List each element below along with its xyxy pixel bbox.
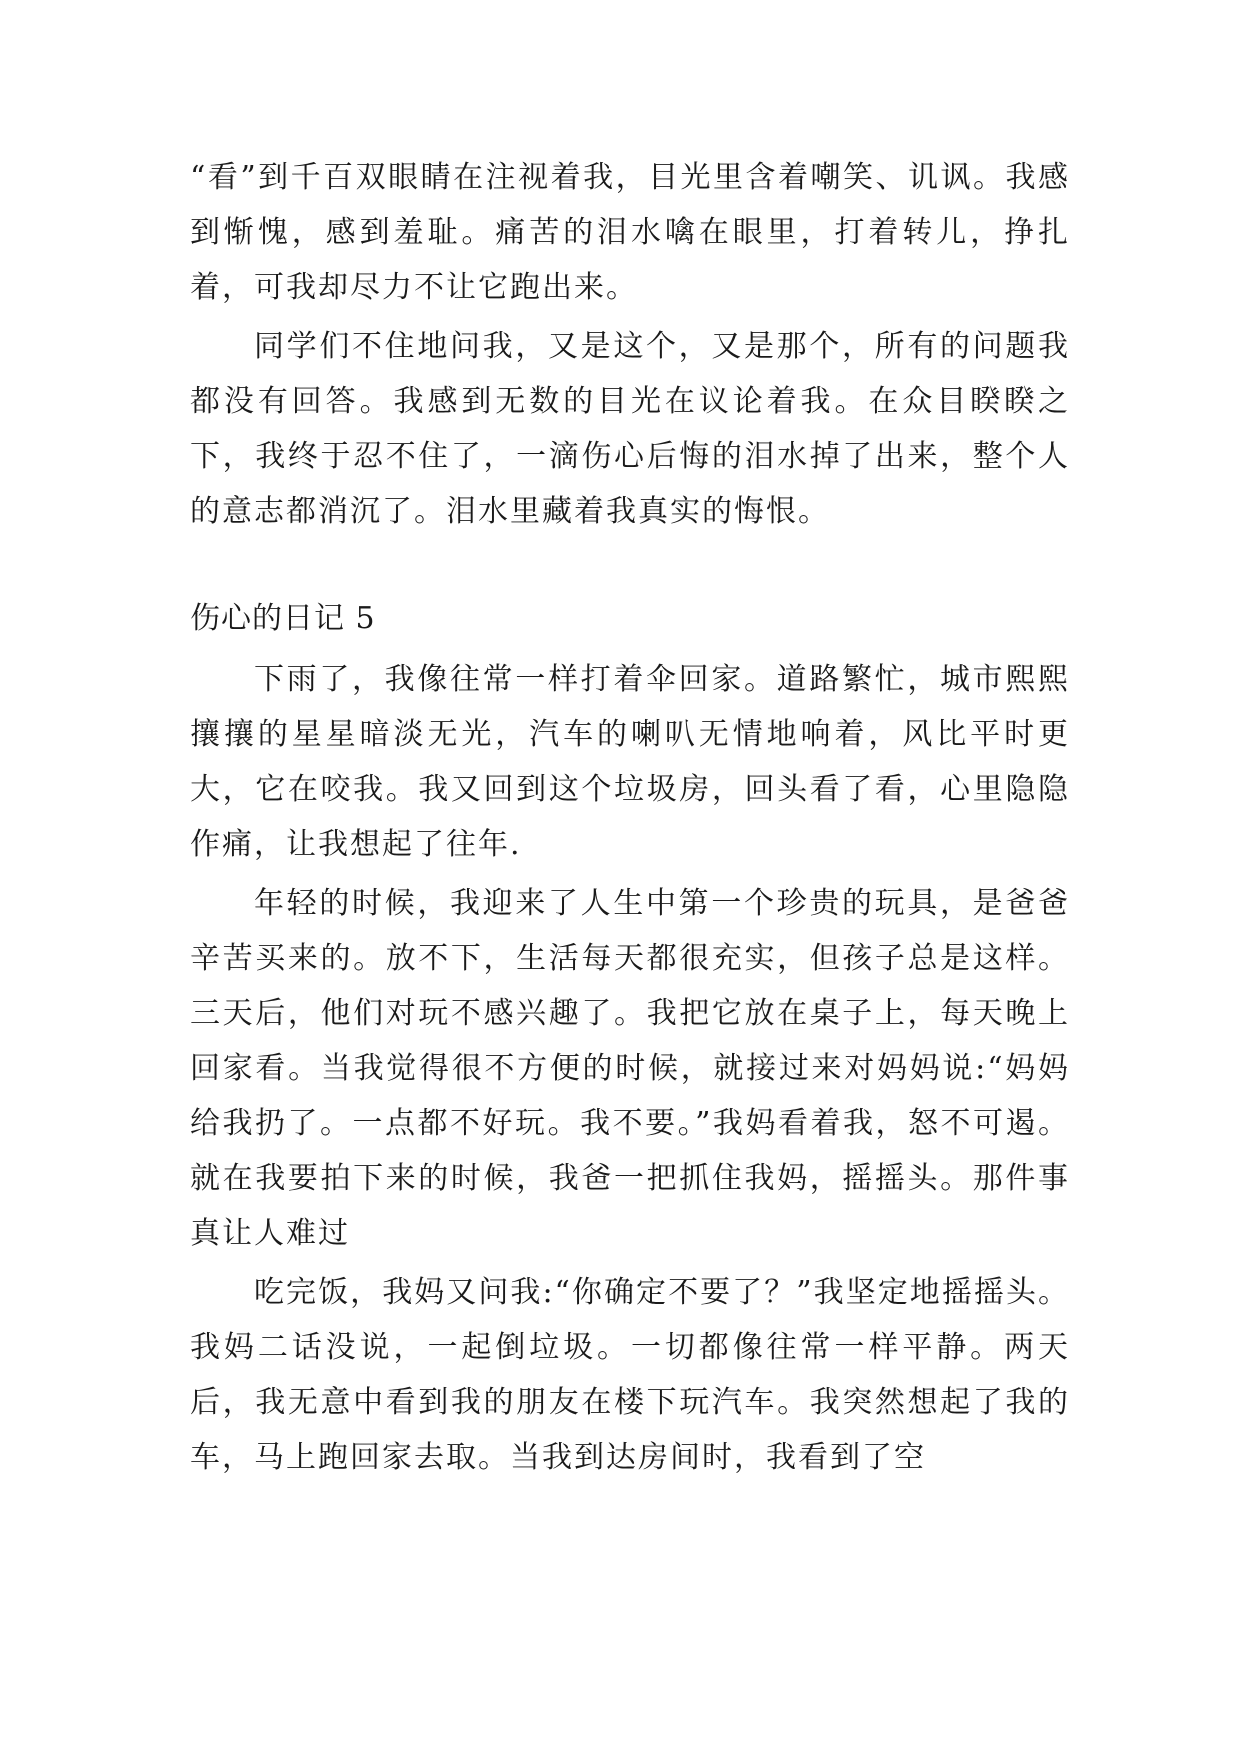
section-title: 伤心的日记 5 xyxy=(190,601,376,636)
paragraph: “看”到千百双眼睛在注视着我，目光里含着嘲笑、讥讽。我感到惭愧，感到羞耻。痛苦的泪水噙在眼里，打着转儿，挣扎着，可我却尽力不让它跑出来。 xyxy=(190,160,1070,305)
document-body xyxy=(190,150,1070,1489)
paragraph: 下雨了，我像往常一样打着伞回家。道路繁忙，城市熙熙攘攘的星星暗淡无光，汽车的喇叭无情地响着，风比平时更大，它在咬我。我又回到这个垃圾房，回头看了看，心里隐隐作痛，让我想起了往年. xyxy=(190,662,1070,862)
paragraph: 年轻的时候，我迎来了人生中第一个珍贵的玩具，是爸爸辛苦买来的。放不下，生活每天都很充实，但孩子总是这样。三天后，他们对玩不感兴趣了。我把它放在桌子上，每天晚上回家看。当我觉得很不方便的时候，就接过来对妈妈说:“妈妈给我扔了。一点都不好玩。我不要。”我妈看着我，怒不可遏。就在我要拍下来的时候，我爸一把抓住我妈，摇摇头。那件事真让人难过 xyxy=(190,886,1070,1251)
paragraph: 同学们不住地问我，又是这个，又是那个，所有的问题我都没有回答。我感到无数的目光在议论着我。在众目睽睽之下，我终于忍不住了，一滴伤心后悔的泪水掉了出来，整个人的意志都消沉了。泪水里藏着我真实的悔恨。 xyxy=(190,329,1070,529)
paragraph: 吃完饭，我妈又问我:“你确定不要了？”我坚定地摇摇头。我妈二话没说，一起倒垃圾。一切都像往常一样平静。两天后，我无意中看到我的朋友在楼下玩汽车。我突然想起了我的车，马上跑回家去取。当我到达房间时，我看到了空 xyxy=(190,1275,1070,1475)
